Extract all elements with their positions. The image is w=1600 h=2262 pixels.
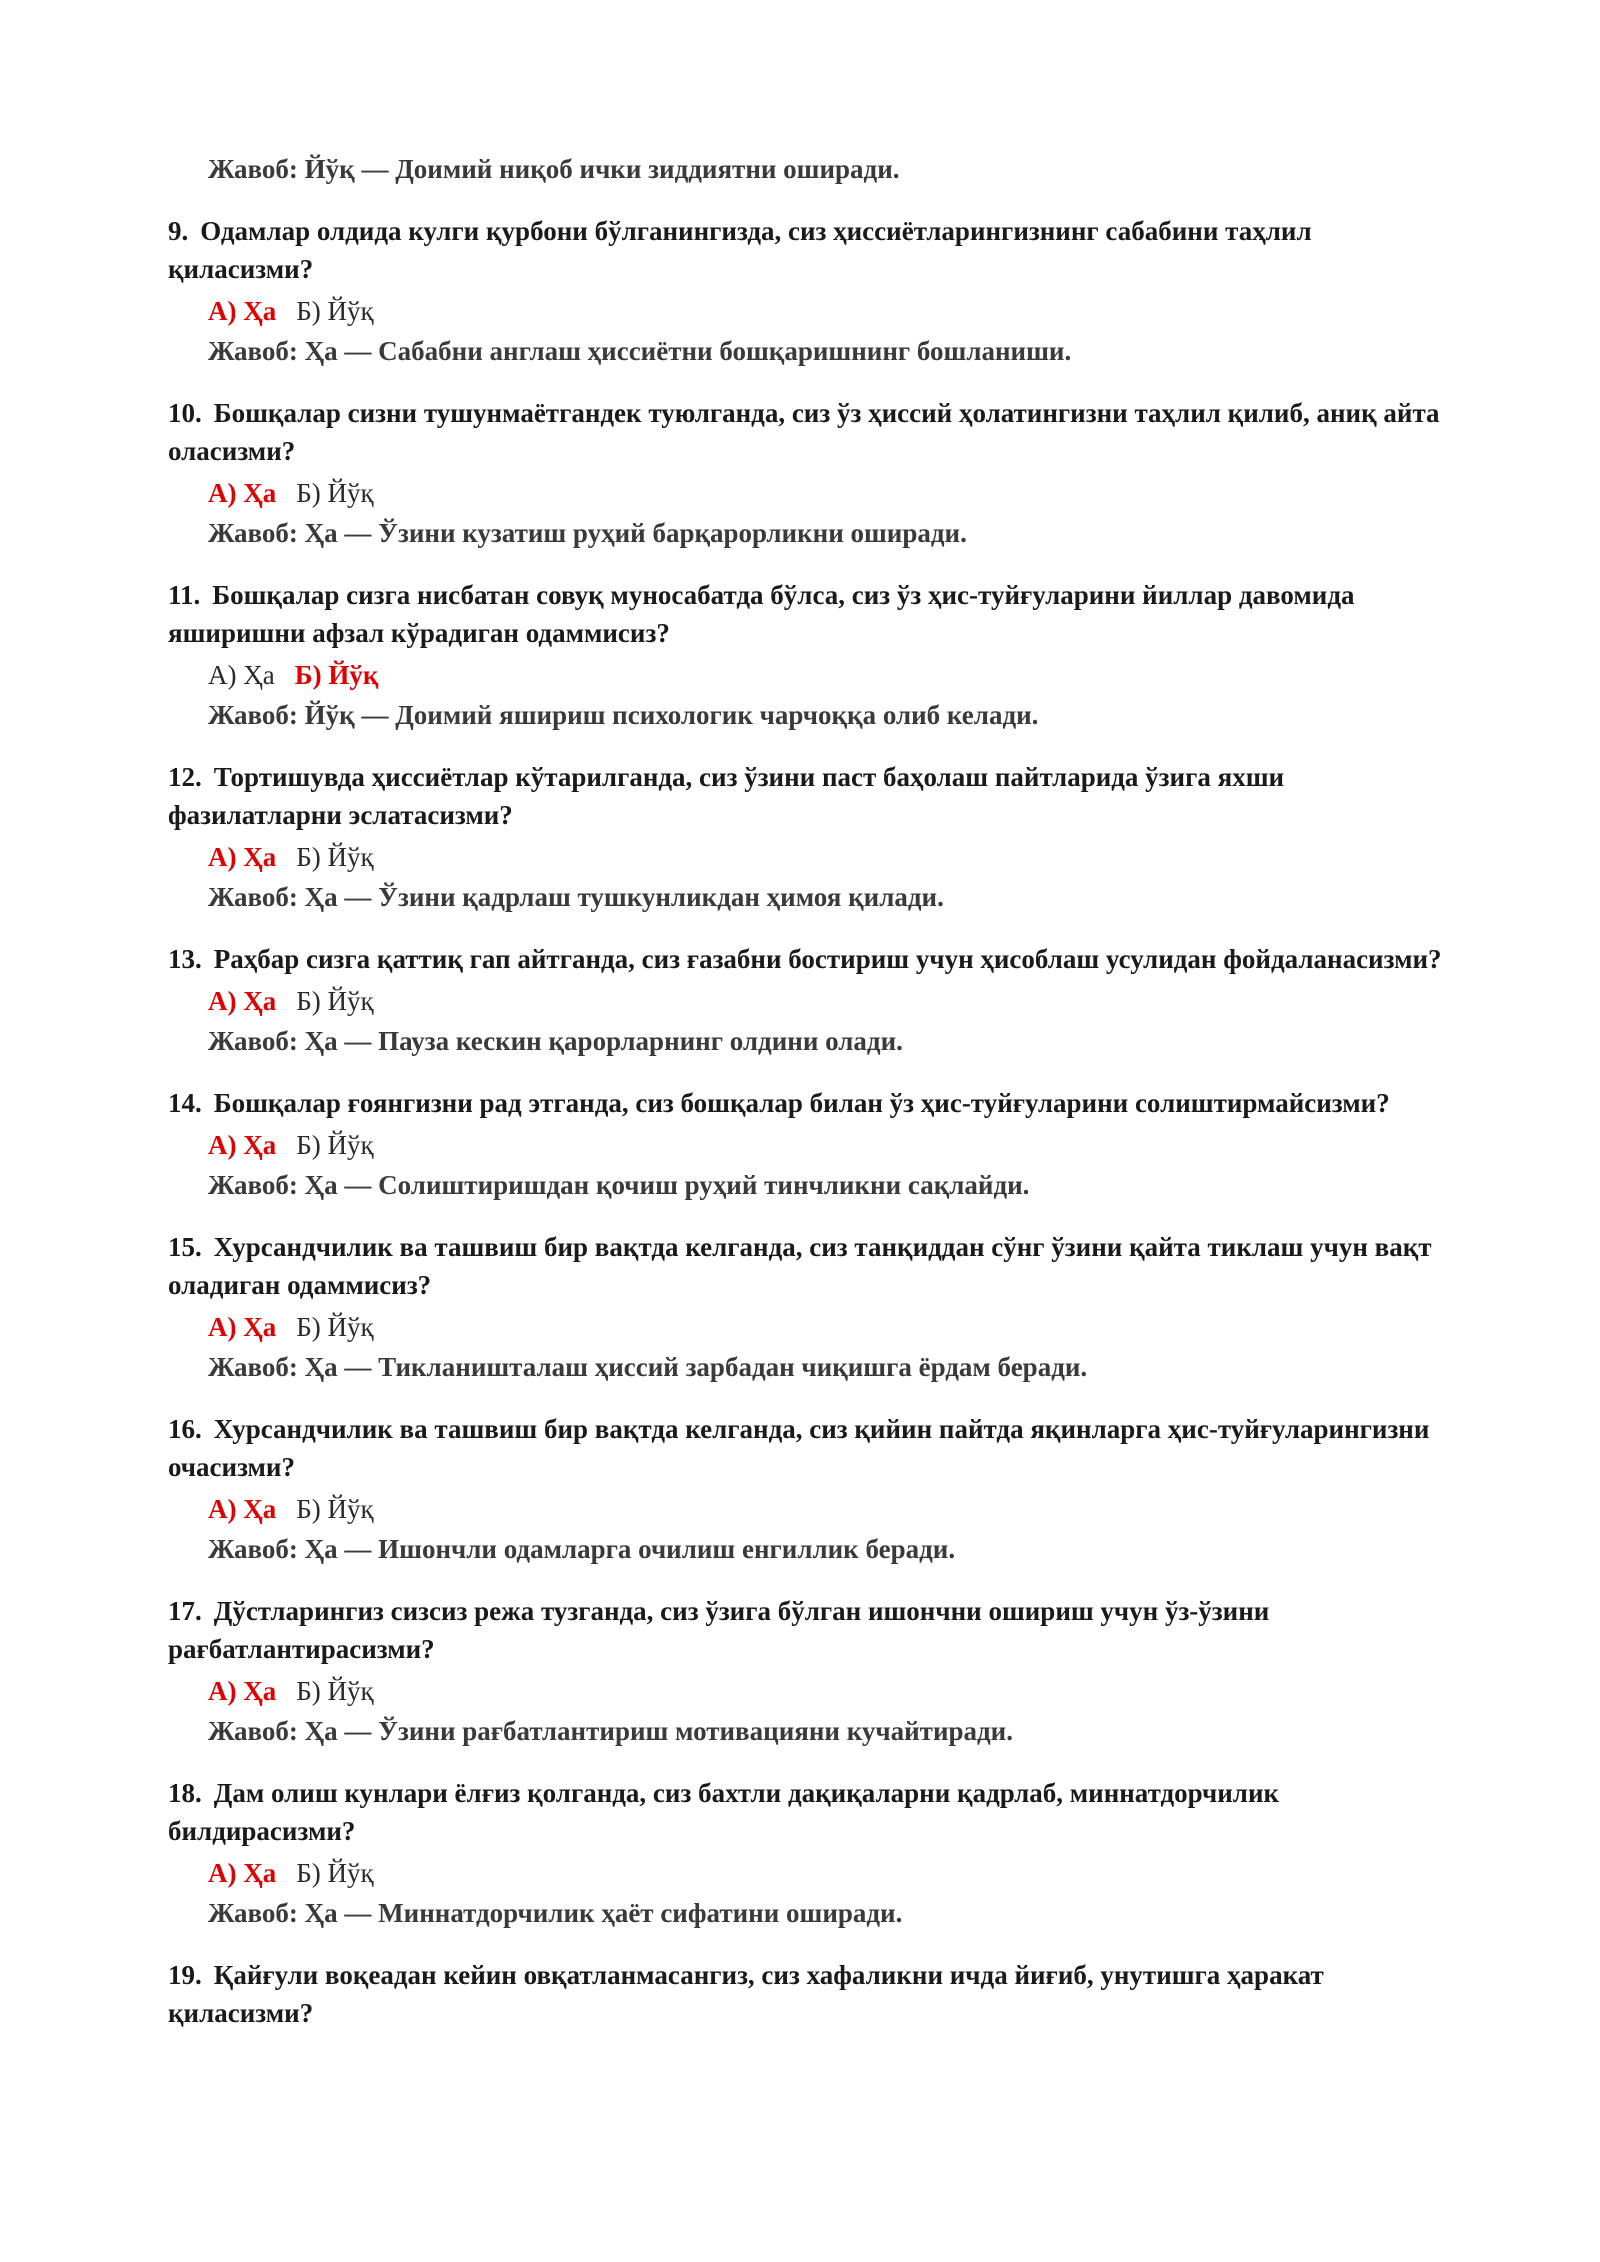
question-number: 16.	[168, 1414, 202, 1444]
answer-line: Жавоб: Ҳа — Ўзини рағбатлантириш мотивацияни кучайтиради.	[208, 1716, 1013, 1746]
question-body: Дам олиш кунлари ёлғиз қолганда, сиз бахтли дақиқаларни қадрлаб, миннатдорчилик билдирасизми?	[168, 1778, 1280, 1846]
option-a[interactable]: А) Ҳа	[208, 1494, 277, 1524]
option-b[interactable]: Б) Йўқ	[296, 478, 374, 508]
question-item	[168, 1592, 1458, 1750]
option-a[interactable]: А) Ҳа	[208, 1858, 277, 1888]
question-body: Тортишувда ҳиссиётлар кўтарилганда, сиз ўзини паст баҳолаш пайтларида ўзига яхши фазилатларни эслатасизми?	[168, 762, 1285, 830]
question-number: 12.	[168, 762, 202, 792]
question-text	[168, 1774, 1458, 1850]
document-page	[168, 150, 1458, 2032]
question-body: Бошқалар сизни тушунмаётгандек туюлганда, сиз ўз ҳиссий ҳолатингизни таҳлил қилиб, аниқ айта оласизми?	[168, 398, 1440, 466]
question-item	[168, 940, 1458, 1060]
option-a[interactable]: А) Ҳа	[208, 478, 277, 508]
question-body: Хурсандчилик ва ташвиш бир вақтда келганда, сиз қийин пайтда яқинларга ҳис-туйғуларингизни очасизми?	[168, 1414, 1430, 1482]
question-number: 18.	[168, 1778, 202, 1808]
question-body: Раҳбар сизга қаттиқ гап айтганда, сиз ғазабни бостириш учун ҳисоблаш усулидан фойдаланасизми?	[213, 944, 1442, 974]
answer-options	[208, 980, 1458, 1022]
answer-line: Жавоб: Йўқ — Доимий яшириш психологик чарчоққа олиб келади.	[208, 700, 1039, 730]
question-item	[168, 1774, 1458, 1932]
question-body: Қайғули воқеадан кейин овқатланмасангиз, сиз хафаликни ичда йиғиб, унутишга ҳаракат қиласизми?	[168, 1960, 1324, 2028]
option-a[interactable]: А) Ҳа	[208, 1130, 277, 1160]
question-item	[168, 576, 1458, 734]
question-number: 10.	[168, 398, 202, 428]
question-text	[168, 576, 1458, 652]
option-b[interactable]: Б) Йўқ	[296, 1494, 374, 1524]
answer-options	[208, 290, 1458, 332]
answer-line: Жавоб: Ҳа — Солиштиришдан қочиш руҳий тинчликни сақлайди.	[208, 1170, 1030, 1200]
question-number: 17.	[168, 1596, 202, 1626]
question-number: 14.	[168, 1088, 202, 1118]
answer-options	[208, 1124, 1458, 1166]
question-body: Одамлар олдида кулги қурбони бўлганингизда, сиз ҳиссиётларингизнинг сабабини таҳлил қиласизми?	[168, 216, 1312, 284]
question-item	[168, 758, 1458, 916]
question-number: 19.	[168, 1960, 202, 1990]
question-text	[168, 1084, 1458, 1122]
question-body: Бошқалар сизга нисбатан совуқ муносабатда бўлса, сиз ўз ҳис-туйғуларини йиллар давомида яширишни афзал кўрадиган одаммисиз?	[168, 580, 1355, 648]
option-a[interactable]: А) Ҳа	[208, 296, 277, 326]
answer-line: Жавоб: Йўқ — Доимий ниқоб ички зиддиятни оширади.	[208, 154, 900, 184]
answer-options	[208, 1852, 1458, 1894]
question-number: 11.	[168, 580, 201, 610]
question-item	[168, 394, 1458, 552]
question-body: Дўстларингиз сизсиз режа тузганда, сиз ўзига бўлган ишончни ошириш учун ўз-ўзини рағбатлантирасизми?	[168, 1596, 1270, 1664]
option-b[interactable]: Б) Йўқ	[296, 986, 374, 1016]
answer-options	[208, 654, 1458, 696]
questions-list	[168, 212, 1458, 2032]
question-body: Хурсандчилик ва ташвиш бир вақтда келганда, сиз танқиддан сўнг ўзини қайта тиклаш учун вақт оладиган одаммисиз?	[168, 1232, 1432, 1300]
answer-line: Жавоб: Ҳа — Ишончли одамларга очилиш енгиллик беради.	[208, 1534, 956, 1564]
question-text	[168, 212, 1458, 288]
question-number: 9.	[168, 216, 189, 246]
option-b[interactable]: Б) Йўқ	[296, 1130, 374, 1160]
question-item	[168, 1084, 1458, 1204]
option-b[interactable]: Б) Йўқ	[296, 1312, 374, 1342]
answer-options	[208, 1488, 1458, 1530]
question-item	[168, 1228, 1458, 1386]
question-item	[168, 1410, 1458, 1568]
option-a[interactable]: А) Ҳа	[208, 1676, 277, 1706]
option-b[interactable]: Б) Йўқ	[296, 1858, 374, 1888]
answer-line: Жавоб: Ҳа — Миннатдорчилик ҳаёт сифатини оширади.	[208, 1898, 903, 1928]
option-a[interactable]: А) Ҳа	[208, 842, 277, 872]
question-number: 15.	[168, 1232, 202, 1262]
question-text	[168, 758, 1458, 834]
question-text	[168, 940, 1458, 978]
option-a[interactable]: А) Ҳа	[208, 1312, 277, 1342]
question-text	[168, 1228, 1458, 1304]
option-b[interactable]: Б) Йўқ	[296, 842, 374, 872]
answer-options	[208, 1670, 1458, 1712]
option-a[interactable]: А) Ҳа	[208, 986, 277, 1016]
option-a[interactable]: А) Ҳа	[208, 660, 275, 690]
answer-line: Жавоб: Ҳа — Ўзини кузатиш руҳий барқарорликни оширади.	[208, 518, 967, 548]
question-text	[168, 1592, 1458, 1668]
question-number: 13.	[168, 944, 202, 974]
option-b[interactable]: Б) Йўқ	[296, 1676, 374, 1706]
answer-line: Жавоб: Ҳа — Пауза кескин қарорларнинг олдини олади.	[208, 1026, 903, 1056]
option-b[interactable]: Б) Йўқ	[294, 660, 379, 690]
answer-line: Жавоб: Ҳа — Ўзини қадрлаш тушкунликдан ҳимоя қилади.	[208, 882, 944, 912]
question-text	[168, 1956, 1458, 2032]
answer-options	[208, 1306, 1458, 1348]
question-text	[168, 1410, 1458, 1486]
answer-line: Жавоб: Ҳа — Тикланишталаш ҳиссий зарбадан чиқишга ёрдам беради.	[208, 1352, 1088, 1382]
answer-options	[208, 836, 1458, 878]
question-text	[168, 394, 1458, 470]
option-b[interactable]: Б) Йўқ	[296, 296, 374, 326]
question-item	[168, 1956, 1458, 2032]
answer-options	[208, 472, 1458, 514]
question-item	[168, 212, 1458, 370]
answer-line: Жавоб: Ҳа — Сабабни англаш ҳиссиётни бошқаришнинг бошланиши.	[208, 336, 1072, 366]
question-body: Бошқалар ғоянгизни рад этганда, сиз бошқалар билан ўз ҳис-туйғуларини солиштирмайсизми?	[213, 1088, 1390, 1118]
